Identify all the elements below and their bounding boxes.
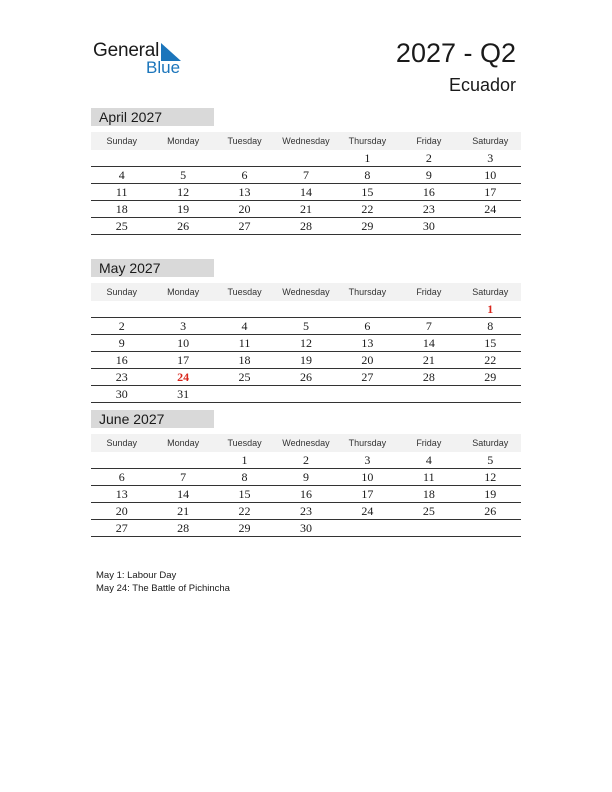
day-cell: 11 bbox=[238, 336, 251, 350]
month-label: June 2027 bbox=[91, 410, 214, 428]
weekday-label: Saturday bbox=[472, 287, 509, 297]
weekday-label: Sunday bbox=[106, 287, 137, 297]
empty-day-cell bbox=[152, 301, 213, 317]
day-cell: 19 bbox=[484, 487, 497, 501]
week-row bbox=[91, 301, 521, 318]
day-cell: 4 bbox=[425, 453, 432, 467]
day-cell: 2 bbox=[118, 319, 125, 333]
day-cell: 15 bbox=[238, 487, 251, 501]
day-cell: 10 bbox=[484, 168, 497, 182]
day-cell: 5 bbox=[487, 453, 494, 467]
empty-day-cell bbox=[275, 150, 336, 166]
day-cell: 25 bbox=[238, 370, 251, 384]
month-label: April 2027 bbox=[91, 108, 214, 126]
day-cell: 24 bbox=[484, 202, 497, 216]
week-row bbox=[91, 469, 521, 486]
weekday-header bbox=[91, 283, 521, 301]
day-cell: 18 bbox=[238, 353, 251, 367]
week-row bbox=[91, 318, 521, 335]
day-cell: 1 bbox=[241, 453, 248, 467]
week-row bbox=[91, 486, 521, 503]
day-cell: 23 bbox=[115, 370, 128, 384]
logo-word-general: General bbox=[93, 40, 160, 61]
week-row bbox=[91, 352, 521, 369]
holiday-note: May 24: The Battle of Pichincha bbox=[96, 583, 230, 594]
day-cell: 12 bbox=[484, 470, 497, 484]
weekday-label: Sunday bbox=[106, 438, 137, 448]
empty-day-cell bbox=[214, 301, 275, 317]
empty-day-cell bbox=[214, 386, 275, 402]
day-cell: 24 bbox=[361, 504, 374, 518]
day-cell: 23 bbox=[422, 202, 435, 216]
day-cell: 3 bbox=[364, 453, 371, 467]
empty-day-cell bbox=[337, 386, 398, 402]
weekday-label: Saturday bbox=[472, 438, 509, 448]
day-cell: 22 bbox=[484, 353, 497, 367]
empty-day-cell bbox=[398, 520, 459, 536]
day-cell: 22 bbox=[238, 504, 251, 518]
empty-day-cell bbox=[214, 150, 275, 166]
weekday-label: Friday bbox=[416, 136, 442, 146]
month-june bbox=[91, 410, 521, 537]
day-cell: 17 bbox=[177, 353, 190, 367]
day-cell: 26 bbox=[177, 219, 190, 233]
country-name: Ecuador bbox=[448, 75, 516, 95]
empty-day-cell bbox=[152, 452, 213, 468]
day-cell: 12 bbox=[177, 185, 190, 199]
weekday-label: Sunday bbox=[106, 136, 137, 146]
empty-day-cell bbox=[460, 520, 521, 536]
day-cell: 9 bbox=[425, 168, 432, 182]
day-cell: 13 bbox=[238, 185, 251, 199]
day-cell: 4 bbox=[241, 319, 248, 333]
holiday-notes bbox=[96, 569, 230, 595]
week-row bbox=[91, 150, 521, 167]
day-cell: 23 bbox=[299, 504, 312, 518]
empty-day-cell bbox=[337, 301, 398, 317]
day-cell: 28 bbox=[422, 370, 435, 384]
day-cell: 6 bbox=[118, 470, 125, 484]
day-cell: 17 bbox=[361, 487, 374, 501]
weekday-label: Tuesday bbox=[227, 136, 262, 146]
day-cell: 7 bbox=[302, 168, 309, 182]
weekday-label: Friday bbox=[416, 287, 442, 297]
day-cell: 5 bbox=[180, 168, 187, 182]
day-cell: 21 bbox=[177, 504, 190, 518]
week-row bbox=[91, 335, 521, 352]
empty-day-cell bbox=[275, 386, 336, 402]
day-cell: 11 bbox=[423, 470, 435, 484]
day-cell: 21 bbox=[299, 202, 312, 216]
empty-day-cell bbox=[460, 218, 521, 234]
weekday-label: Thursday bbox=[348, 136, 387, 146]
day-cell: 18 bbox=[422, 487, 435, 501]
day-cell: 29 bbox=[238, 521, 251, 535]
day-cell: 25 bbox=[422, 504, 435, 518]
day-cell: 6 bbox=[364, 319, 371, 333]
day-cell: 30 bbox=[299, 521, 312, 535]
day-cell: 20 bbox=[361, 353, 374, 367]
week-row bbox=[91, 369, 521, 386]
day-cell: 16 bbox=[115, 353, 128, 367]
day-cell: 28 bbox=[177, 521, 190, 535]
day-cell: 19 bbox=[299, 353, 312, 367]
holiday-note: May 1: Labour Day bbox=[96, 570, 177, 581]
empty-day-cell bbox=[91, 452, 152, 468]
weekday-label: Monday bbox=[167, 136, 200, 146]
weekday-label: Thursday bbox=[348, 438, 387, 448]
day-cell: 1 bbox=[364, 151, 371, 165]
day-cell: 18 bbox=[115, 202, 128, 216]
logo-word-blue: Blue bbox=[146, 58, 181, 77]
day-cell: 3 bbox=[180, 319, 187, 333]
day-cell: 31 bbox=[177, 387, 190, 401]
day-cell: 27 bbox=[361, 370, 374, 384]
weekday-label: Wednesday bbox=[282, 438, 330, 448]
day-cell: 13 bbox=[115, 487, 128, 501]
page-title: 2027 - Q2 bbox=[395, 38, 516, 68]
day-cell: 2 bbox=[425, 151, 432, 165]
week-row bbox=[91, 201, 521, 218]
day-cell: 30 bbox=[422, 219, 435, 233]
day-cell: 28 bbox=[299, 219, 312, 233]
day-cell: 30 bbox=[115, 387, 128, 401]
day-cell: 2 bbox=[302, 453, 309, 467]
day-cell: 8 bbox=[241, 470, 248, 484]
day-cell: 25 bbox=[115, 219, 128, 233]
day-cell: 11 bbox=[115, 185, 128, 199]
week-row bbox=[91, 386, 521, 403]
weekday-header bbox=[91, 132, 521, 150]
day-cell: 7 bbox=[180, 470, 187, 484]
weekday-label: Monday bbox=[167, 438, 200, 448]
weekday-label: Wednesday bbox=[282, 136, 330, 146]
day-cell: 3 bbox=[487, 151, 494, 165]
day-cell: 7 bbox=[425, 319, 432, 333]
empty-day-cell bbox=[91, 301, 152, 317]
week-row bbox=[91, 452, 521, 469]
day-cell: 13 bbox=[361, 336, 374, 350]
weekday-label: Wednesday bbox=[282, 287, 330, 297]
day-cell: 5 bbox=[302, 319, 309, 333]
day-cell: 20 bbox=[115, 504, 128, 518]
day-cell: 27 bbox=[238, 219, 251, 233]
empty-day-cell bbox=[91, 150, 152, 166]
empty-day-cell bbox=[275, 301, 336, 317]
day-cell: 14 bbox=[422, 336, 435, 350]
day-cell: 19 bbox=[177, 202, 190, 216]
day-cell: 27 bbox=[115, 521, 128, 535]
day-cell: 14 bbox=[177, 487, 190, 501]
weekday-label: Friday bbox=[416, 438, 442, 448]
month-april bbox=[91, 108, 521, 235]
day-cell: 8 bbox=[487, 319, 494, 333]
empty-day-cell bbox=[398, 386, 459, 402]
week-row bbox=[91, 167, 521, 184]
day-cell: 9 bbox=[302, 470, 309, 484]
day-cell: 26 bbox=[484, 504, 497, 518]
week-row bbox=[91, 184, 521, 201]
day-cell: 21 bbox=[422, 353, 435, 367]
day-cell: 10 bbox=[361, 470, 374, 484]
day-cell: 16 bbox=[299, 487, 312, 501]
weekday-header bbox=[91, 434, 521, 452]
weekday-label: Tuesday bbox=[227, 287, 262, 297]
weekday-label: Thursday bbox=[348, 287, 387, 297]
day-cell: 15 bbox=[484, 336, 497, 350]
day-cell: 26 bbox=[299, 370, 312, 384]
month-grid bbox=[91, 301, 521, 403]
day-cell: 17 bbox=[484, 185, 497, 199]
day-cell: 9 bbox=[118, 336, 125, 350]
day-cell: 29 bbox=[484, 370, 497, 384]
day-cell: 29 bbox=[361, 219, 374, 233]
day-cell: 8 bbox=[364, 168, 371, 182]
day-cell: 14 bbox=[299, 185, 312, 199]
month-may bbox=[91, 259, 521, 403]
empty-day-cell bbox=[398, 301, 459, 317]
empty-day-cell bbox=[460, 386, 521, 402]
day-cell: 6 bbox=[241, 168, 248, 182]
month-label: May 2027 bbox=[91, 259, 214, 277]
holiday-day-cell: 1 bbox=[487, 302, 494, 316]
week-row bbox=[91, 218, 521, 235]
month-grid bbox=[91, 452, 521, 537]
day-cell: 16 bbox=[422, 185, 435, 199]
day-cell: 22 bbox=[361, 202, 374, 216]
day-cell: 10 bbox=[177, 336, 190, 350]
empty-day-cell bbox=[152, 150, 213, 166]
day-cell: 20 bbox=[238, 202, 251, 216]
day-cell: 12 bbox=[299, 336, 312, 350]
weekday-label: Saturday bbox=[472, 136, 509, 146]
weekday-label: Tuesday bbox=[227, 438, 262, 448]
holiday-day-cell: 24 bbox=[177, 370, 190, 384]
weekday-label: Monday bbox=[167, 287, 200, 297]
month-grid bbox=[91, 150, 521, 235]
day-cell: 4 bbox=[118, 168, 125, 182]
day-cell: 15 bbox=[361, 185, 374, 199]
empty-day-cell bbox=[337, 520, 398, 536]
week-row bbox=[91, 520, 521, 537]
week-row bbox=[91, 503, 521, 520]
